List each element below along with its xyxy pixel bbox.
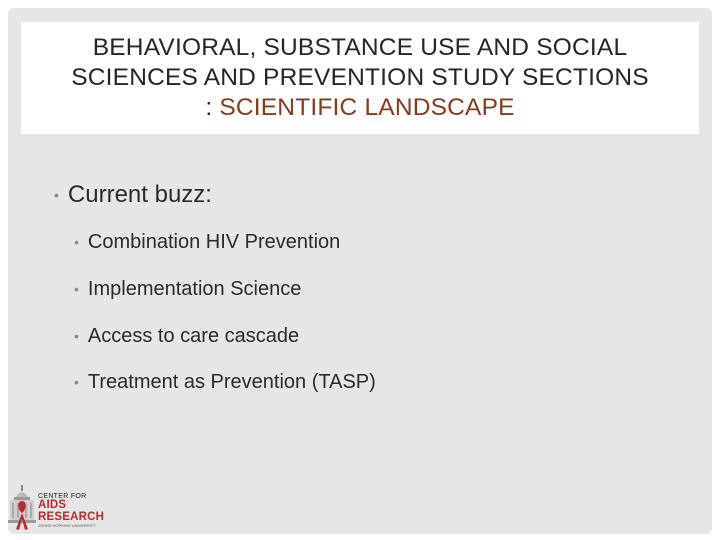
- bullet-heading-text: Current buzz:: [67, 181, 212, 208]
- list-item: [74, 275, 301, 303]
- list-item-text: Treatment as Prevention (TASP): [87, 370, 376, 393]
- title-line-2: SCIENCES AND PREVENTION STUDY SECTIONS: [71, 64, 649, 91]
- bullet-heading: [54, 180, 212, 210]
- bullet-dot-icon: •: [54, 187, 59, 203]
- logo-line-2: AIDS: [38, 499, 67, 511]
- title-accent: SCIENTIFIC LANDSCAPE: [219, 94, 515, 121]
- list-item: [74, 228, 340, 256]
- bullet-dot-icon: •: [74, 374, 79, 390]
- list-item-text: Implementation Science: [87, 277, 302, 300]
- bullet-dot-icon: •: [74, 281, 79, 297]
- bullet-list: [54, 180, 376, 393]
- logo-line-1: CENTER FOR: [38, 493, 87, 500]
- title-box: [21, 22, 699, 134]
- list-item-text: Combination HIV Prevention: [87, 230, 341, 253]
- capitol-ribbon-icon: [8, 483, 38, 534]
- list-item-text: Access to care cascade: [87, 324, 300, 347]
- title-line-1: BEHAVIORAL, SUBSTANCE USE AND SOCIAL: [92, 34, 628, 61]
- cfar-logo: [8, 483, 106, 534]
- logo-tagline: JOHNS HOPKINS UNIVERSITY: [38, 523, 96, 528]
- slide: [8, 8, 712, 534]
- list-item: [74, 322, 299, 350]
- title-prefix: :: [205, 94, 220, 121]
- logo-text: [38, 493, 104, 528]
- bullet-dot-icon: •: [74, 234, 79, 250]
- title-line-3: [205, 93, 514, 123]
- logo-line-3: RESEARCH: [38, 510, 105, 523]
- list-item: [74, 368, 376, 396]
- bullet-dot-icon: •: [74, 328, 79, 344]
